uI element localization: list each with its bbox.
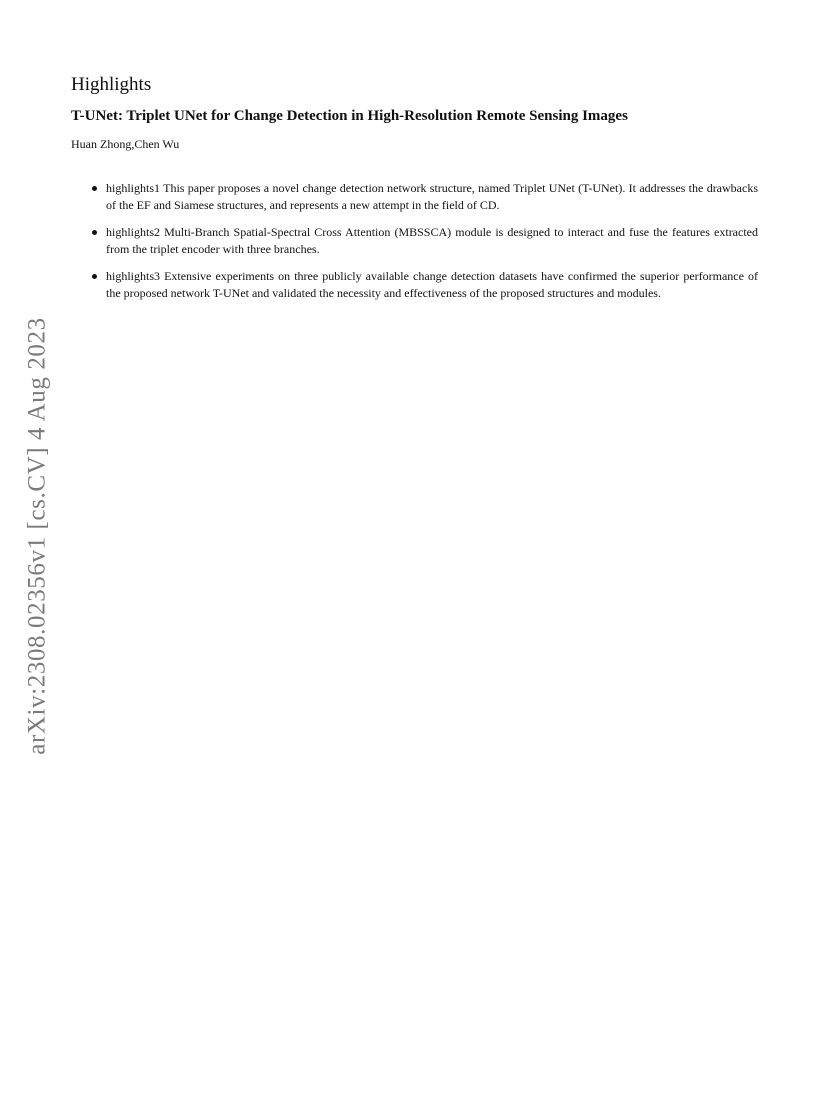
highlight-item-2 (92, 224, 758, 258)
highlight-text-3: highlights3 Extensive experiments on three publicly available change detection datasets have confirmed the superior performance of the proposed network T-UNet and validated the necessity and effectiveness of the proposed structures and modules. (106, 269, 758, 300)
authors-line: Huan Zhong,Chen Wu (71, 137, 180, 151)
bullet-icon (92, 230, 97, 235)
highlight-item-3 (92, 268, 758, 302)
highlights-heading: Highlights (71, 74, 152, 95)
bullet-icon (92, 186, 97, 191)
highlight-text-1: highlights1 This paper proposes a novel change detection network structure, named Triplet UNet (T-UNet). It addresses the drawbacks of the EF and Siamese structures, and represents a new attempt in the field of CD. (106, 181, 758, 212)
bullet-icon (92, 274, 97, 279)
highlight-text-2: highlights2 Multi-Branch Spatial-Spectral Cross Attention (MBSSCA) module is designed to interact and fuse the features extracted from the triplet encoder with three branches. (106, 225, 758, 256)
highlights-list (92, 180, 758, 312)
paper-title: T-UNet: Triplet UNet for Change Detection in High-Resolution Remote Sensing Images (71, 108, 628, 124)
arxiv-identifier-text: arXiv:2308.02356v1 [cs.CV] 4 Aug 2023 (24, 317, 52, 755)
highlight-item-1 (92, 180, 758, 214)
arxiv-identifier-stamp (19, 297, 57, 775)
